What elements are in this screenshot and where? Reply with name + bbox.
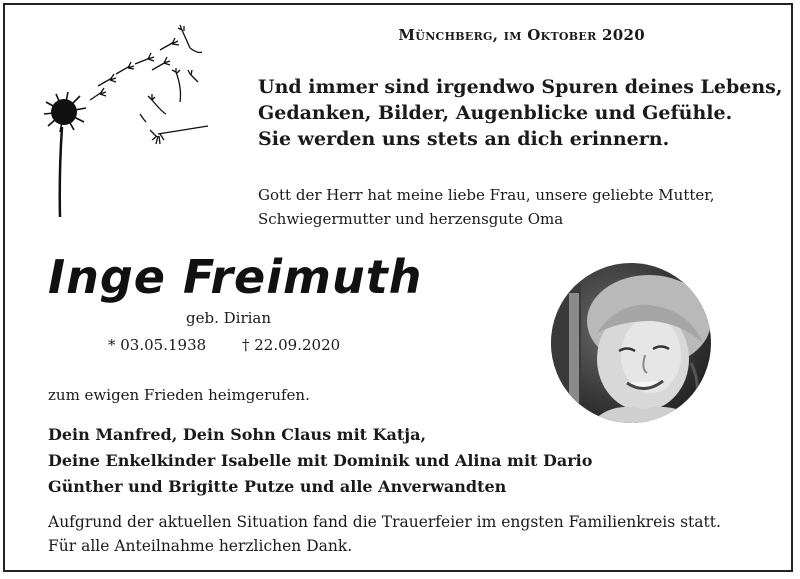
intro-line: Schwiegermutter und herzensgute Oma [258, 210, 564, 228]
dandelion-icon [40, 22, 220, 222]
notice-line: Aufgrund der aktuellen Situation fand die Trauerfeier im engsten Familienkreis statt. [48, 513, 721, 531]
deceased-name: Inge Freimuth [48, 250, 423, 304]
death-date: † 22.09.2020 [242, 336, 341, 354]
notice-line: Für alle Anteilnahme herzlichen Dank. [48, 537, 353, 555]
intro-line: Gott der Herr hat meine liebe Frau, unsere geliebte Mutter, [258, 186, 715, 204]
mourner-line: Deine Enkelkinder Isabelle mit Dominik und Alina mit Dario [48, 451, 593, 470]
called-home-text: zum ewigen Frieden heimgerufen. [48, 386, 310, 404]
intro-text [258, 183, 715, 231]
memorial-quote [258, 74, 783, 152]
mourner-line: Günther und Brigitte Putze und alle Anverwandten [48, 477, 507, 496]
portrait-photo [551, 263, 711, 423]
quote-line: Sie werden uns stets an dich erinnern. [258, 128, 670, 150]
funeral-notice [48, 510, 721, 558]
mourners-list [48, 422, 592, 500]
quote-line: Gedanken, Bilder, Augenblicke und Gefühle. [258, 102, 733, 124]
birth-name: geb. Dirian [186, 309, 272, 327]
birth-date: * 03.05.1938 [108, 336, 207, 354]
mourner-line: Dein Manfred, Dein Sohn Claus mit Katja, [48, 425, 427, 444]
place-date: Münchberg, im Oktober 2020 [398, 26, 645, 44]
quote-line: Und immer sind irgendwo Spuren deines Lebens, [258, 76, 783, 98]
